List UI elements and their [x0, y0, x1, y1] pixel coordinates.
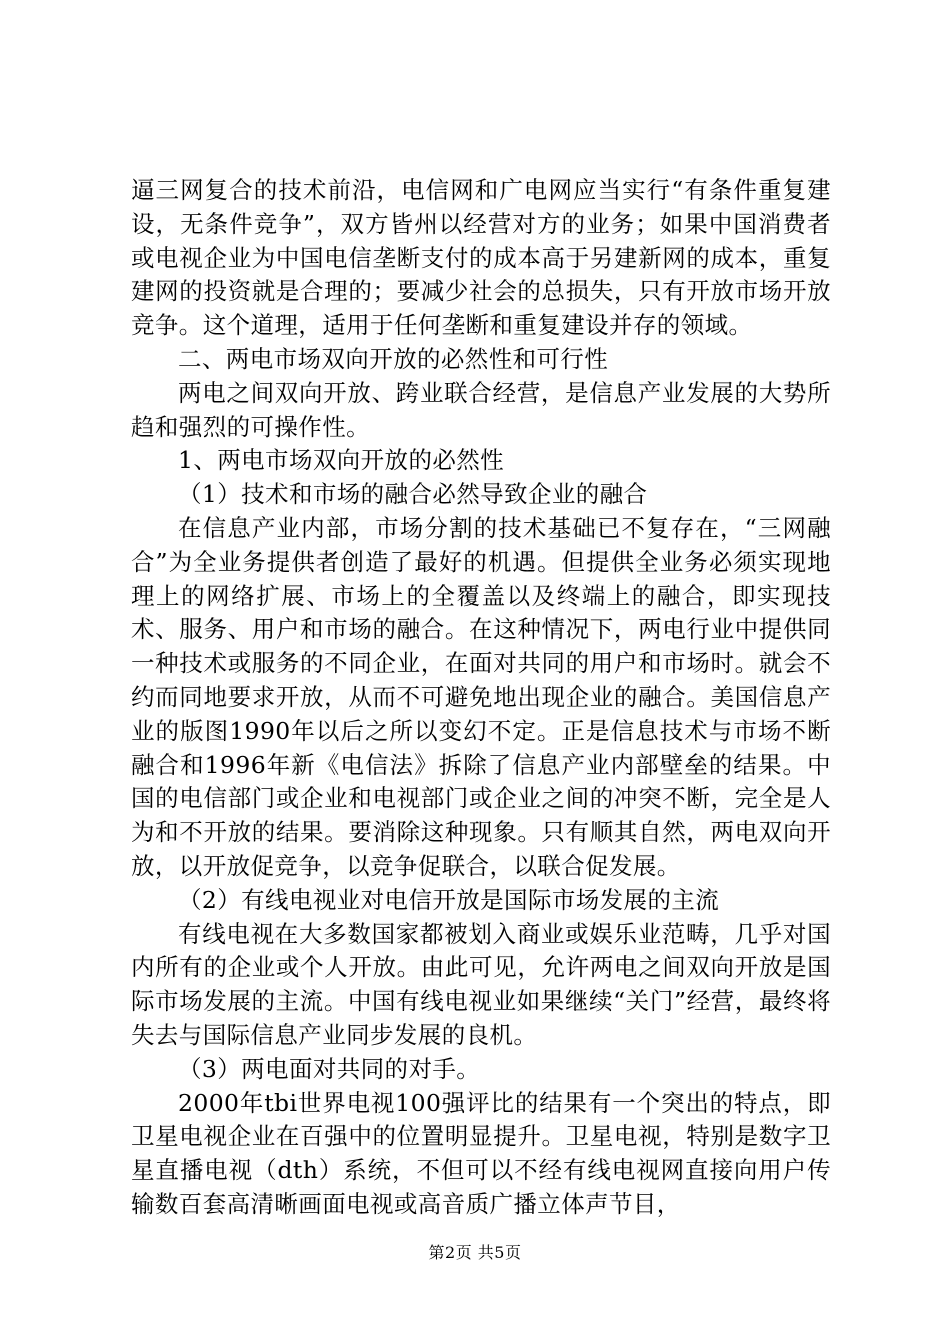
- page-number-footer: 第2页 共5页: [428, 1243, 522, 1262]
- point-heading-1: （1）技术和市场的融合必然导致企业的融合: [178, 480, 648, 509]
- paragraph-continuation: 逼三网复合的技术前沿，电信网和广电网应当实行“有条件重复建设，无条件竞争”，双方皆州以经营对方的业务；如果中国消费者或电视企业为中国电信垄断支付的成本高于另建新网的成本，重复建网的投资就是合理的；要减少社会的总损失，只有开放市场开放竞争。这个道理，适用于任何垄断和重复建设并存的领域。: [131, 176, 831, 340]
- paragraph-point-3: 2000年tbi世界电视100强评比的结果有一个突出的特点，即卫星电视企业在百强中的位置明显提升。卫星电视，特别是数字卫星直播电视（dth）系统，不但可以不经有线电视网直接向用户传输数百套高清晰画面电视或高音质广播立体声节目，: [131, 1088, 831, 1218]
- section-heading-2: 二、两电市场双向开放的必然性和可行性: [178, 344, 609, 373]
- subsection-heading-1: 1、两电市场双向开放的必然性: [178, 446, 505, 475]
- paragraph-point-2: 有线电视在大多数国家都被划入商业或娱乐业范畴，几乎对国内所有的企业或个人开放。由此可见，允许两电之间双向开放是国际市场发展的主流。中国有线电视业如果继续“关门”经营，最终将失去与国际信息产业同步发展的良机。: [131, 919, 831, 1049]
- point-heading-2: （2）有线电视业对电信开放是国际市场发展的主流: [178, 885, 720, 914]
- paragraph-intro: 两电之间双向开放、跨业联合经营，是信息产业发展的大势所趋和强烈的可操作性。: [131, 378, 831, 441]
- paragraph-point-1: 在信息产业内部，市场分割的技术基础已不复存在，“三网融合”为全业务提供者创造了最好的机遇。但提供全业务必须实现地理上的网络扩展、市场上的全覆盖以及终端上的融合，即实现技术、服务、用户和市场的融合。在这种情况下，两电行业中提供同一种技术或服务的不同企业，在面对共同的用户和市场时。就会不约而同地要求开放，从而不可避免地出现企业的融合。美国信息产业的版图1990年以后之所以变幻不定。正是信息技术与市场不断融合和1996年新《电信法》拆除了信息产业内部壁垒的结果。中国的电信部门或企业和电视部门或企业之间的冲突不断，完全是人为和不开放的结果。要消除这种现象。只有顺其自然，两电双向开放，以开放促竞争，以竞争促联合，以联合促发展。: [131, 513, 831, 880]
- point-heading-3: （3）两电面对共同的对手。: [178, 1054, 481, 1083]
- document-body: [131, 174, 831, 1222]
